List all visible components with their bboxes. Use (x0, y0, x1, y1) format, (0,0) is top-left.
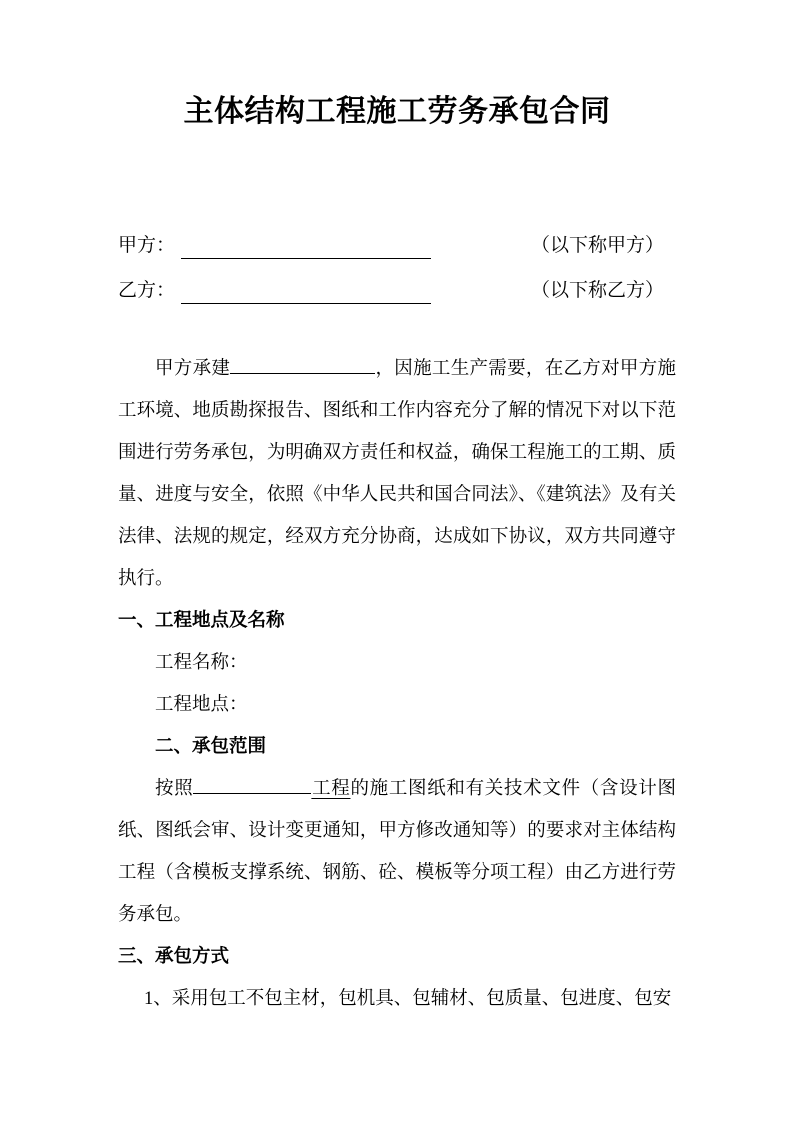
section1-heading: 一、工程地点及名称 (118, 611, 285, 631)
party-a-label: 甲方： (118, 235, 176, 256)
scope-project-blank (193, 773, 311, 794)
parties-block (118, 232, 676, 322)
section3-item1: 1、采用包工不包主材，包机具、包辅材、包质量、包进度、包安 (144, 989, 672, 1009)
project-name-line: 工程名称： (155, 653, 248, 673)
section2-lead: 按照 (155, 779, 194, 799)
party-a-alias: （以下称甲方） (530, 235, 664, 256)
party-b-name-blank (181, 277, 431, 304)
document-title: 主体结构工程施工劳务承包合同 (183, 95, 611, 128)
section3-heading: 三、承包方式 (118, 947, 230, 967)
party-a-name-blank (181, 232, 431, 259)
preamble-paragraph (118, 348, 676, 600)
project-undertaken-blank (230, 353, 375, 374)
party-b-row (118, 277, 676, 322)
section2-paragraph (118, 768, 676, 936)
scope-blank-suffix: 工程 (311, 779, 351, 799)
party-a-row (118, 232, 676, 277)
document-body (118, 348, 676, 1020)
project-location-line: 工程地点： (155, 695, 248, 715)
party-b-label: 乙方： (118, 280, 176, 301)
preamble-body: ，因施工生产需要，在乙方对甲方施工环境、地质勘探报告、图纸和工作内容充分了解的情况下对以下范围进行劳务承包，为明确双方责任和权益，确保工程施工的工期、质量、进度与安全，依照《中华人民共和国合同法》、《建筑法》及有关法律、法规的规定，经双方充分协商，达成如下协议，双方共同遵守执行。 (118, 359, 676, 589)
section2-heading: 二、承包范围 (155, 737, 267, 757)
section2-body: 的施工图纸和有关技术文件（含设计图纸、图纸会审、设计变更通知，甲方修改通知等）的要求对主体结构工程（含模板支撑系统、钢筋、砼、模板等分项工程）由乙方进行劳务承包。 (118, 779, 676, 925)
preamble-lead: 甲方承建 (155, 359, 231, 379)
party-b-alias: （以下称乙方） (530, 280, 664, 301)
